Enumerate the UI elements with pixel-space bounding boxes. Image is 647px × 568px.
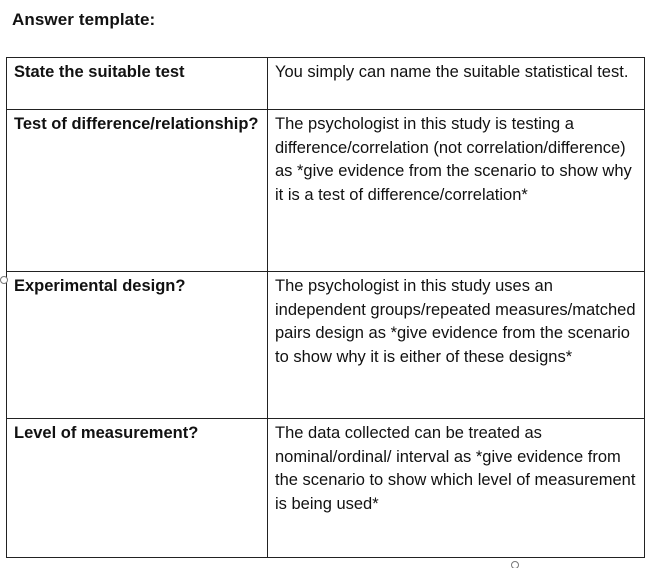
row-label-experimental-design: Experimental design?	[7, 272, 268, 419]
table-row-suitable-test	[7, 58, 645, 110]
row-content-experimental-design: The psychologist in this study uses an independent groups/repeated measures/matched pairs design as *give evidence from the scenario to show why it is either of these designs*	[268, 272, 645, 419]
row-label-suitable-test: State the suitable test	[7, 58, 268, 110]
row-label-difference-relationship: Test of difference/relationship?	[7, 110, 268, 272]
row-content-difference-relationship: The psychologist in this study is testing a difference/correlation (not correlation/difference) as *give evidence from the scenario to show why it is a test of difference/correlation*	[268, 110, 645, 272]
table-row-experimental-design	[7, 272, 645, 419]
row-label-level-of-measurement: Level of measurement?	[7, 419, 268, 558]
table-row-difference-relationship	[7, 110, 645, 272]
table-row-level-of-measurement	[7, 419, 645, 558]
answer-template-table	[6, 57, 645, 558]
bottom-resize-handle[interactable]	[511, 561, 519, 568]
row-content-suitable-test: You simply can name the suitable statistical test.	[268, 58, 645, 110]
row-content-level-of-measurement: The data collected can be treated as nominal/ordinal/ interval as *give evidence from the scenario to show which level of measurement is being used*	[268, 419, 645, 558]
left-resize-handle[interactable]	[0, 276, 8, 284]
answer-template-heading: Answer template:	[12, 10, 156, 29]
